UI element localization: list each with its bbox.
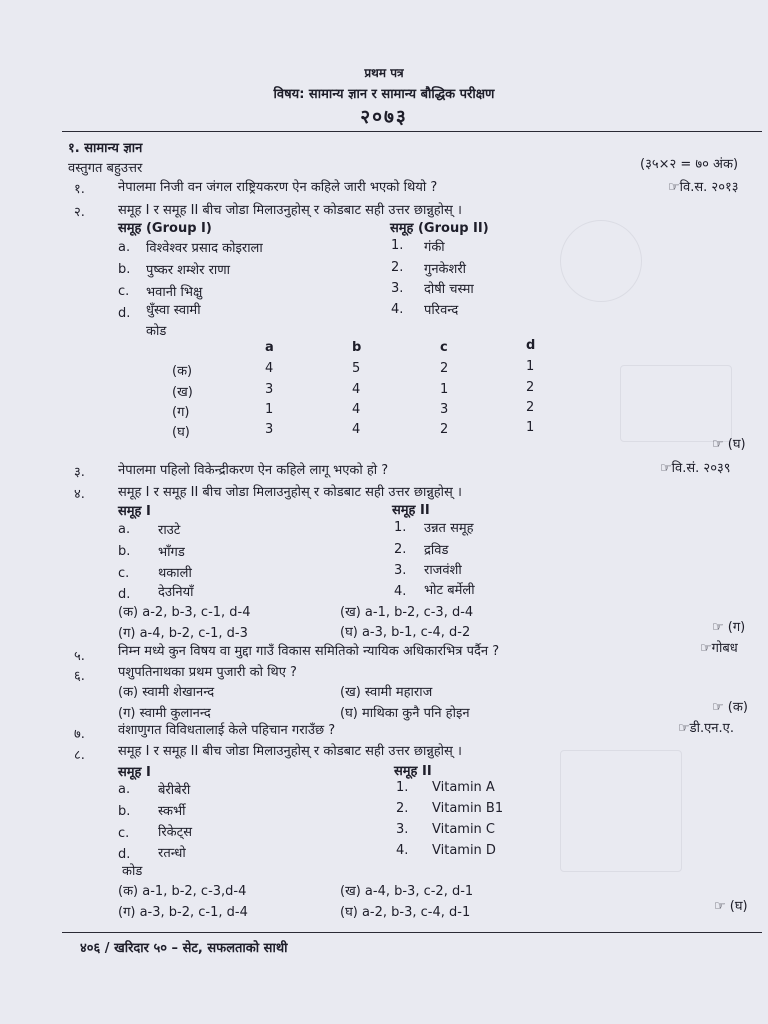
question-number: ७. (74, 727, 85, 742)
group2-key: 1. (396, 780, 409, 795)
group1-key: c. (118, 566, 130, 581)
question-text: समूह I र समूह II बीच जोडा मिलाउनुहोस् र कोडबाट सही उत्तर छान्नुहोस् । (118, 744, 462, 759)
group2-key: 1. (394, 520, 407, 535)
answer: ☞ (ग) (712, 620, 746, 635)
code-cell: 2 (440, 361, 449, 376)
section-title: १. सामान्य ज्ञान (68, 141, 143, 156)
code-cell: 1 (265, 402, 274, 417)
group2-key: 2. (396, 801, 409, 816)
group2-item: Vitamin C (432, 822, 496, 837)
question-text: समूह I र समूह II बीच जोडा मिलाउनुहोस् र कोडबाट सही उत्तर छान्नुहोस् । (118, 203, 462, 218)
question-text: नेपालमा निजी वन जंगल राष्ट्रियकरण ऐन कहिले जारी भएको थियो ? (118, 180, 438, 195)
footer-rule (62, 932, 762, 933)
question-number: ८. (74, 748, 85, 763)
group2-item: Vitamin B1 (432, 801, 504, 816)
answer: ☞वि.सं. २०३९ (660, 461, 731, 476)
group1-key: d. (118, 587, 131, 602)
group1-item: राउटे (158, 523, 181, 538)
option: (क) a-2, b-3, c-1, d-4 (118, 605, 251, 620)
group2-key: 2. (391, 260, 404, 275)
option: (घ) a-2, b-3, c-4, d-1 (340, 905, 471, 920)
group1-heading: समूह I (118, 765, 151, 780)
group1-item: भाँगड (158, 545, 185, 560)
option: (ग) स्वामी कुलानन्द (118, 706, 211, 721)
group1-key: b. (118, 804, 131, 819)
code-cell: 2 (526, 380, 535, 395)
group2-heading: समूह (Group II) (390, 221, 489, 236)
code-row-label: (घ) (172, 425, 190, 440)
exam-year: २०७३ (360, 106, 408, 128)
answer: ☞ (घ) (712, 437, 746, 452)
question-number: ५. (74, 649, 85, 664)
question-text: वंशाणुगत विविधतालाई केले पहिचान गराउँछ ? (118, 723, 336, 738)
group2-item: गुनकेशरी (424, 262, 467, 277)
code-cell: 1 (526, 359, 535, 374)
option: (ख) स्वामी महाराज (340, 685, 433, 700)
group1-item: रिकेट्स (158, 825, 193, 840)
question-text: नेपालमा पहिलो विकेन्द्रीकरण ऐन कहिले लागू भएको हो ? (118, 463, 389, 478)
option: (ख) a-1, b-2, c-3, d-4 (340, 605, 474, 620)
group1-heading: समूह (Group I) (118, 221, 212, 236)
group1-item: थकाली (158, 566, 192, 581)
group1-item: भवानी भिक्षु (146, 285, 203, 300)
group1-key: b. (118, 544, 131, 559)
group2-heading: समूह II (392, 503, 430, 518)
group2-key: 3. (394, 563, 407, 578)
group1-key: a. (118, 240, 131, 255)
question-text: पशुपतिनाथका प्रथम पुजारी को थिए ? (118, 665, 297, 680)
section-marks: (३५×२ = ७० अंक) (640, 157, 739, 172)
group2-key: 4. (391, 302, 404, 317)
option: (ख) a-4, b-3, c-2, d-1 (340, 884, 474, 899)
group2-item: परिवन्द (424, 303, 459, 318)
group1-item: बेरीबेरी (158, 783, 191, 798)
group2-item: भोट बर्मेली (424, 583, 475, 598)
group2-key: 1. (391, 238, 404, 253)
group1-item: स्कर्भी (158, 804, 186, 819)
group2-item: दोषी चस्मा (424, 282, 474, 297)
code-header: b (352, 340, 362, 355)
group2-heading: समूह II (394, 764, 432, 779)
question-number: १. (74, 182, 85, 197)
group1-key: c. (118, 284, 130, 299)
code-row-label: (क) (172, 364, 193, 379)
subject-title: विषय: सामान्य ज्ञान र सामान्य बौद्धिक परीक्षण (273, 87, 495, 102)
show-through-mark (620, 365, 732, 442)
group2-key: 3. (396, 822, 409, 837)
option: (ग) a-3, b-2, c-1, d-4 (118, 905, 248, 920)
code-cell: 1 (526, 420, 535, 435)
code-row-label: (ग) (172, 405, 190, 420)
option: (क) स्वामी शेखानन्द (118, 685, 215, 700)
group1-key: a. (118, 522, 131, 537)
code-cell: 4 (352, 422, 361, 437)
group1-heading: समूह I (118, 504, 151, 519)
question-text: समूह I र समूह II बीच जोडा मिलाउनुहोस् र कोडबाट सही उत्तर छान्नुहोस् । (118, 485, 462, 500)
answer: ☞ (क) (712, 700, 748, 715)
code-cell: 1 (440, 382, 449, 397)
group2-key: 4. (396, 843, 409, 858)
code-cell: 5 (352, 361, 361, 376)
paper-title: प्रथम पत्र (364, 66, 404, 80)
group2-item: Vitamin D (432, 843, 496, 858)
section-type: वस्तुगत बहुउत्तर (68, 161, 143, 176)
group1-item: रतन्धो (158, 846, 186, 861)
group1-key: b. (118, 262, 131, 277)
question-number: ६. (74, 669, 85, 684)
code-cell: 2 (440, 422, 449, 437)
group2-item: गंकी (424, 240, 445, 255)
group1-item: देउनियाँ (158, 585, 194, 600)
option: (क) a-1, b-2, c-3,d-4 (118, 884, 247, 899)
answer: ☞वि.स. २०१३ (668, 180, 739, 195)
group2-item: राजवंशी (424, 563, 462, 578)
question-number: ४. (74, 487, 85, 502)
answer: ☞गोबध (700, 641, 738, 656)
question-number: ३. (74, 465, 85, 480)
option: (ग) a-4, b-2, c-1, d-3 (118, 626, 248, 641)
code-label: कोड (146, 324, 167, 339)
group2-key: 4. (394, 584, 407, 599)
group2-item: Vitamin A (432, 780, 495, 795)
group2-item: द्रविड (424, 543, 449, 558)
code-header: d (526, 338, 536, 353)
group1-key: a. (118, 782, 131, 797)
code-cell: 2 (526, 400, 535, 415)
footer-text: ४०६ / खरिदार ५० – सेट, सफलताको साथी (80, 941, 288, 956)
code-header: c (440, 340, 448, 355)
code-cell: 4 (352, 402, 361, 417)
option: (घ) माथिका कुनै पनि होइन (340, 706, 470, 721)
code-label: कोड (122, 864, 143, 879)
code-header: a (265, 340, 274, 355)
question-number: २. (74, 205, 85, 220)
answer: ☞ (घ) (714, 899, 748, 914)
code-cell: 4 (265, 361, 274, 376)
group1-key: d. (118, 306, 131, 321)
group1-key: d. (118, 847, 131, 862)
group1-item: पुष्कर शम्शेर राणा (146, 263, 231, 278)
show-through-mark (560, 750, 682, 872)
group2-item: उन्नत समूह (424, 521, 474, 536)
code-cell: 3 (440, 402, 449, 417)
header-rule (62, 131, 762, 132)
show-through-mark (560, 220, 642, 302)
group1-item: धुँस्वा स्वामी (146, 303, 201, 318)
option: (घ) a-3, b-1, c-4, d-2 (340, 625, 471, 640)
code-cell: 4 (352, 382, 361, 397)
group2-key: 2. (394, 542, 407, 557)
question-text: निम्न मध्ये कुन विषय वा मुद्दा गाउँ विकास समितिको न्यायिक अधिकारभित्र पर्दैन ? (118, 644, 500, 659)
group1-item: विश्वेश्वर प्रसाद कोइराला (146, 241, 263, 256)
answer: ☞डी.एन.ए. (678, 721, 734, 736)
code-cell: 3 (265, 382, 274, 397)
code-cell: 3 (265, 422, 274, 437)
code-row-label: (ख) (172, 385, 193, 400)
group1-key: c. (118, 826, 130, 841)
group2-key: 3. (391, 281, 404, 296)
